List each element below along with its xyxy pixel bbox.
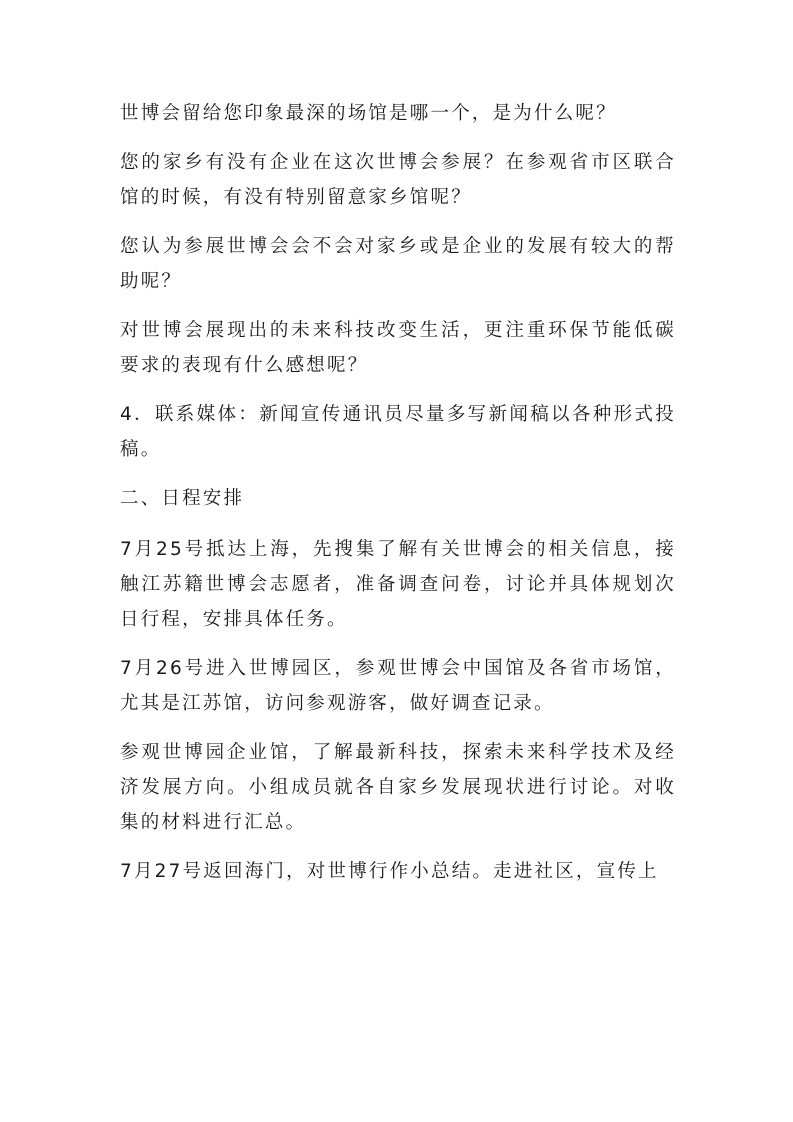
document-body — [120, 96, 676, 903]
question-expo-help: 您认为参展世博会会不会对家乡或是企业的发展有较大的帮助呢？ — [120, 236, 676, 292]
question-hometown-enterprise: 您的家乡有没有企业在这次世博会参展？在参观省市区联合馆的时候，有没有特别留意家乡馆呢？ — [120, 152, 676, 208]
schedule-july-27: 7月27号返回海门，对世博行作小总结。走进社区，宣传上 — [120, 861, 659, 882]
item-contact-media: 4．联系媒体：新闻宣传通讯员尽量多写新闻稿以各种形式投稿。 — [120, 404, 676, 460]
schedule-july-25: 7月25号抵达上海，先搜集了解有关世博会的相关信息，接触江苏籍世博会志愿者，准备调查问卷，讨论并具体规划次日行程，安排具体任务。 — [120, 539, 676, 630]
section-heading-schedule: 二、日程安排 — [120, 488, 245, 509]
schedule-enterprise-pavilion: 参观世博园企业馆，了解最新科技，探索未来科学技术及经济发展方向。小组成员就各自家乡发展现状进行讨论。对收集的材料进行汇总。 — [120, 742, 676, 833]
question-future-technology: 对世博会展现出的未来科技改变生活，更注重环保节能低碳要求的表现有什么感想呢？ — [120, 320, 676, 376]
schedule-july-26: 7月26号进入世博园区，参观世博会中国馆及各省市场馆，尤其是江苏馆，访问参观游客，做好调查记录。 — [120, 658, 676, 714]
question-impressive-pavilion: 世博会留给您印象最深的场馆是哪一个，是为什么呢？ — [120, 103, 617, 124]
